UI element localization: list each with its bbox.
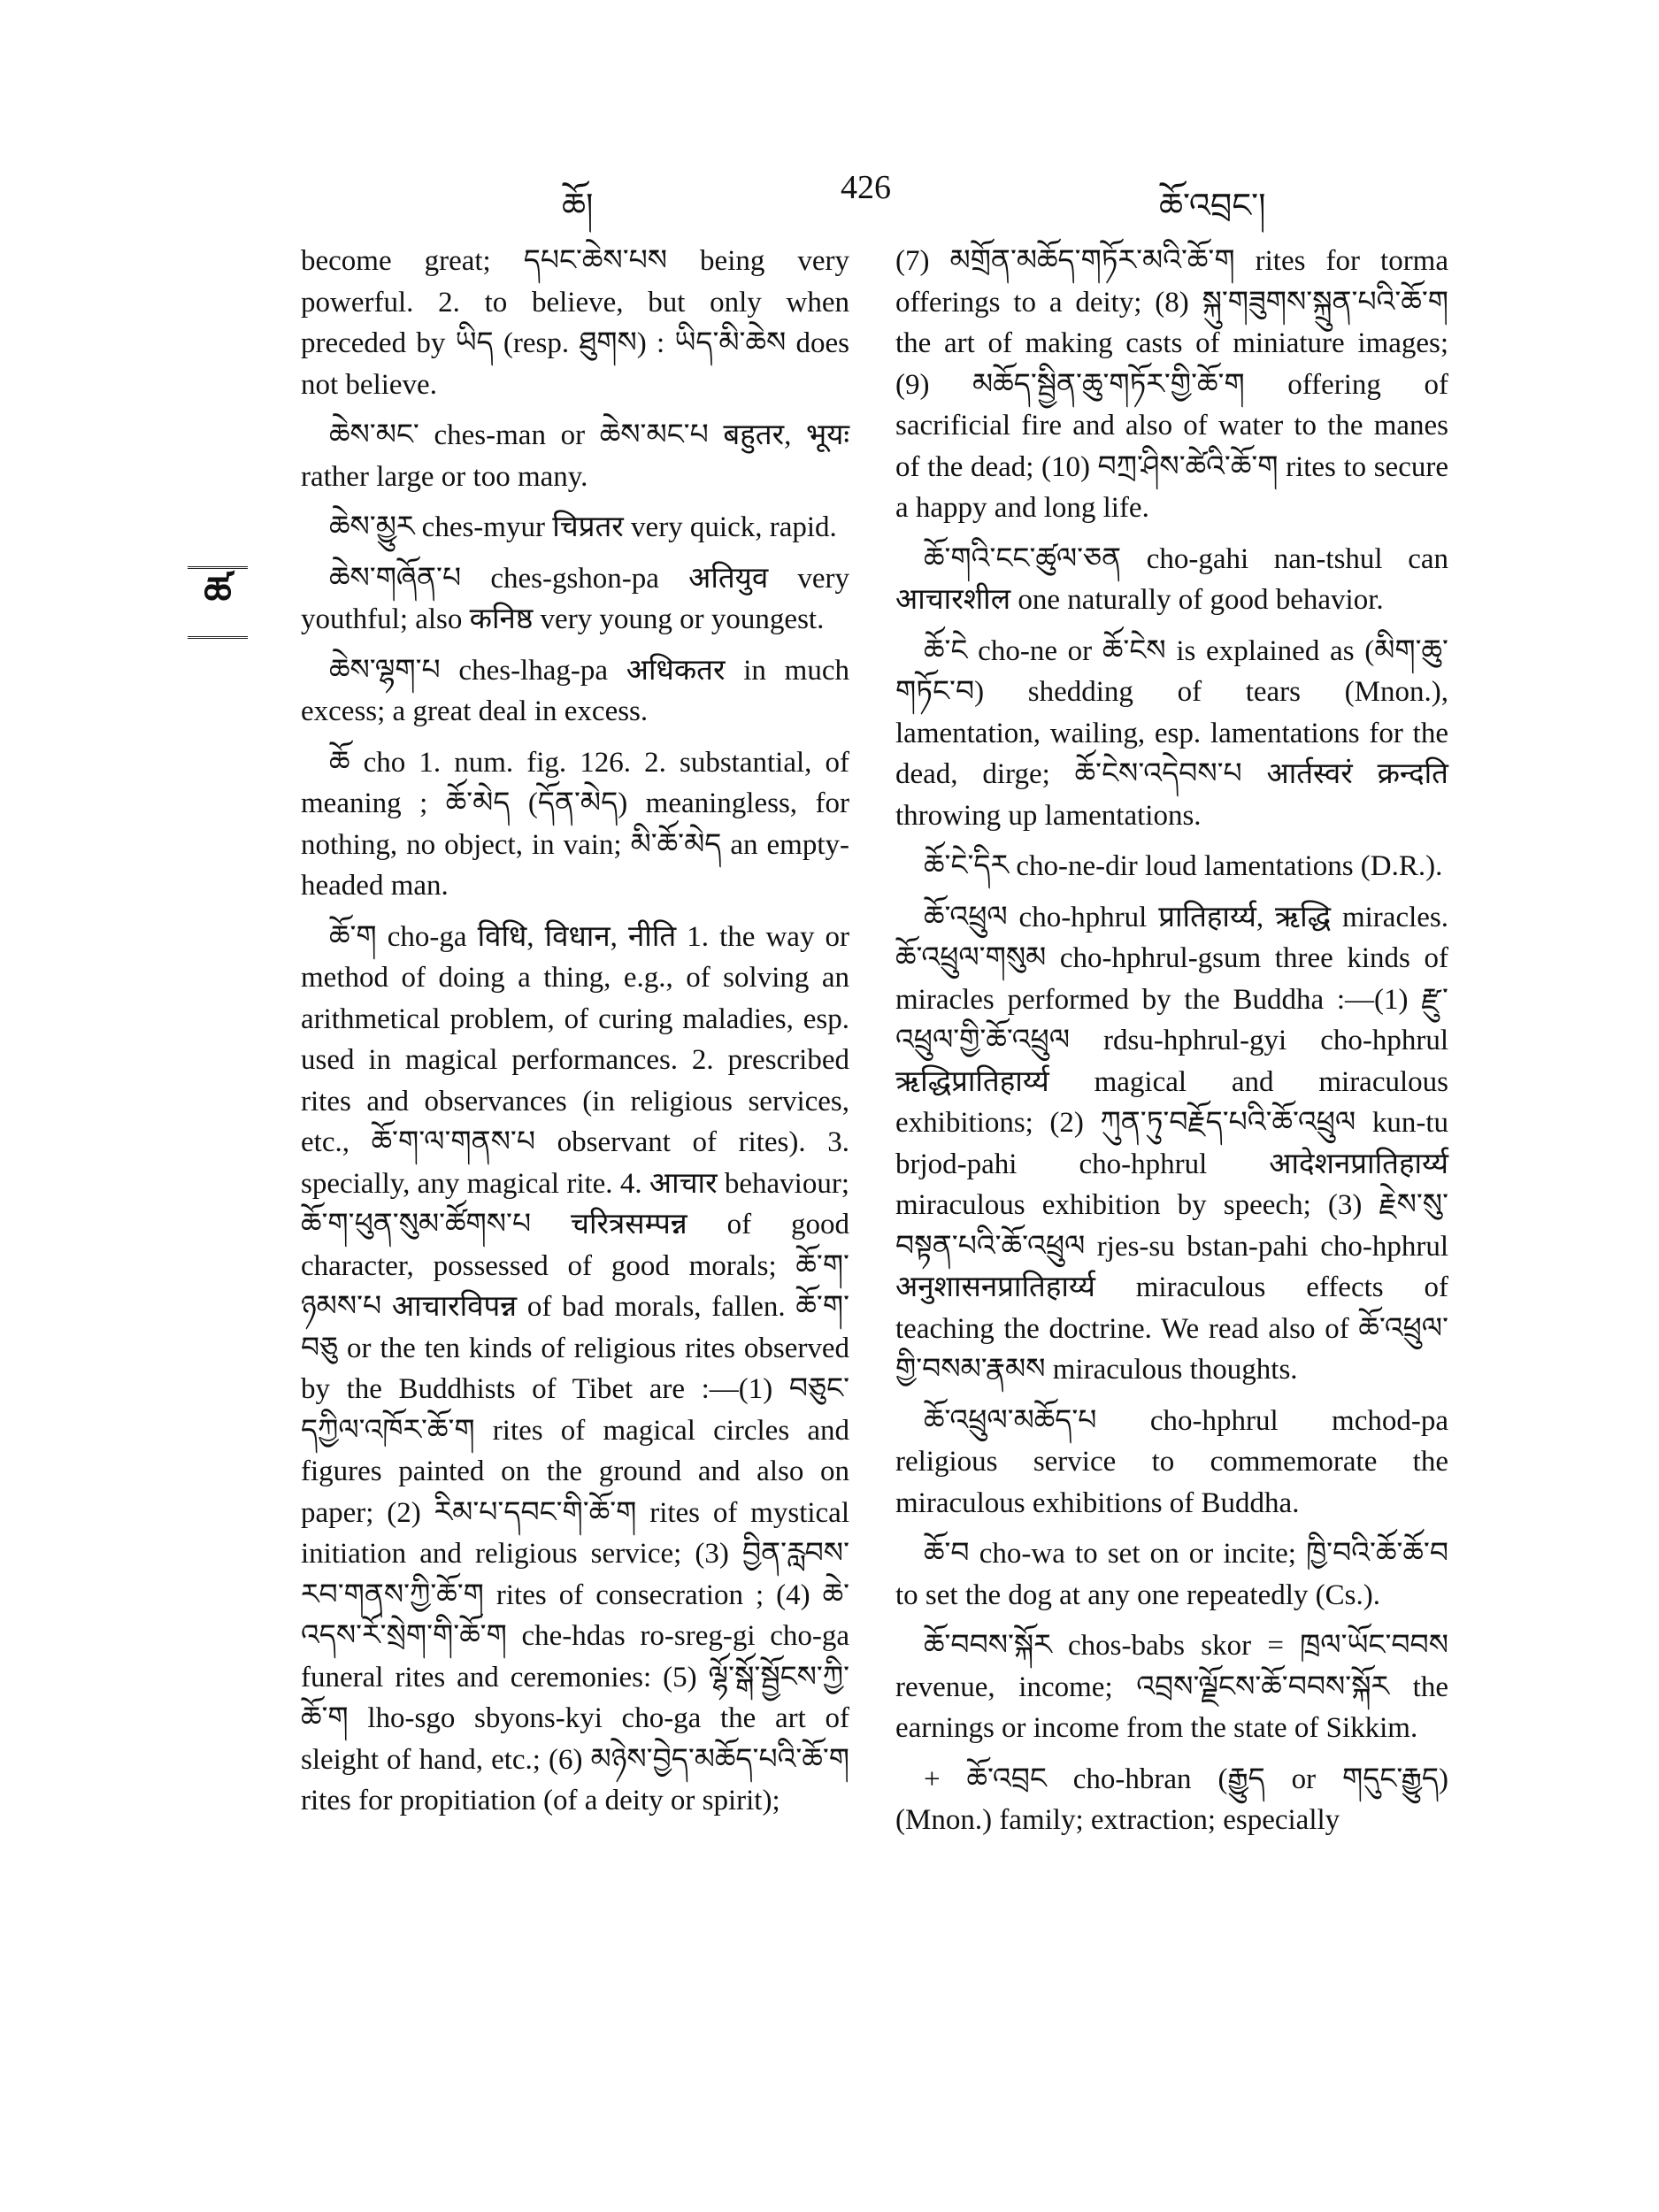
page-number: 426 [841, 169, 891, 206]
entry-text: ཆོ་འཕྲུལ་མཆོད་པ cho-hphrul mchod-pa religious service to commemorate the miraculous exhibitions of Buddha. [895, 1404, 1448, 1519]
entry-text: ཆོ cho 1. num. fig. 126. 2. substantial, of meaning ; ཆོ་མེད (དོན་མེད) meaningless, for nothing, no object, in vain; མི་ཆོ་མེད an empty-headed man. [301, 746, 849, 902]
left-column [301, 241, 849, 1832]
entry-text: (7) མགྲོན་མཆོད་གཏོར་མའི་ཆོ་ག rites for torma offerings to a deity; (8) སྐུ་གཟུགས་སྐྲུན་པའི་ཆོ་ག the art of making casts of miniature images; (9) མཆོད་སྦྱིན་ཆུ་གཏོར་གྱི་ཆོ་ག offering of sacrificial fire and also of water to the manes of the dead; (10) བཀྲ་ཤིས་ཚེའི་ཆོ་ག rites to secure a happy and long life. [895, 245, 1448, 524]
entry-text: ཆོ་ངེ cho-ne or ཆོ་ངེས is explained as (མིག་ཆུ་གཏོང་བ) shedding of tears (Mnon.), lamentation, wailing, esp. lamentations for the dead, dirge; ཆོ་ངེས་འདེབས་པ आर्तस्वरं क्रन्दति throwing up lamentations. [895, 634, 1448, 832]
entry-text: ཆེས་ལྷག་པ ches-lhag-pa अधिकतर in much excess; a great deal in excess. [301, 654, 849, 727]
entry-text: become great; དཔང་ཆེས་པས being very powerful. 2. to believe, but only when preceded by ཡིད (resp. ཐུགས) : ཡིད་མི་ཆེས does not believe. [301, 245, 849, 401]
entry-text: ཆོ་ངེ་དིར cho-ne-dir loud lamentations (D.R.). [924, 850, 1443, 882]
running-head-right: ཆོ་འབྲང་། [1159, 188, 1266, 225]
margin-letter: ཚ [204, 570, 232, 613]
entry-text: ཆེས་གཞོན་པ ches-gshon-pa अतियुव very youthful; also कनिष्ठ very young or youngest. [301, 562, 849, 635]
running-head-left: ཆོ། [562, 188, 594, 225]
page-header [0, 168, 1659, 225]
entry-text: ཆོ་བབས་སྐོར chos-babs skor = ཁྲལ་ཡོང་བབས revenue, income; འབྲས་ལྗོངས་ཆོ་བབས་སྐོར the earnings or income from the state of Sikkim. [895, 1630, 1448, 1744]
entry-text: + ཆོ་འབྲང cho-hbran (རྒྱུད or གདུང་རྒྱུད) (Mnon.) family; extraction; especially [895, 1763, 1448, 1836]
right-column [895, 241, 1448, 1851]
entry-text: ཆོ་བ cho-wa to set on or incite; ཁྱི་བའི་ཆོ་ཆོ་བ to set the dog at any one repeatedly (Cs.). [895, 1538, 1448, 1611]
entry-text: ཆོ་ག cho-ga विधि, विधान, नीति 1. the way or method of doing a thing, e.g., of solving an arithmetical problem, of curing maladies, esp. used in magical performances. 2. prescribed rites and observances (in religious services, etc., ཆོ་ག་ལ་གནས་པ observant of rites). 3. specially, any magical rite. 4. आचार behaviour; ཆོ་ག་ཕུན་སུམ་ཚོགས་པ चरित्रसम्पन्न of good character, possessed of good morals; ཆོ་ག་ཉམས་པ आचारविपन्न of bad morals, fallen. ཆོ་ག་བཅུ or the ten kinds of religious rites observed by the Buddhists of Tibet are :—(1) བཅུང་དཀྱིལ་འཁོར་ཆོ་ག rites of magical circles and figures painted on the ground and also on paper; (2) རིམ་པ་དབང་གི་ཆོ་ག rites of mystical initiation and religious service; (3) བྱིན་རླབས་རབ་གནས་ཀྱི་ཆོ་ག rites of consecration ; (4) ཆེ་འདས་རོ་སྲེག་གི་ཆོ་ག che-hdas ro-sreg-gi cho-ga funeral rites and ceremonies: (5) ལྷོ་སྒོ་སྦྱོངས་ཀྱི་ཆོ་ག lho-sgo sbyons-kyi cho-ga the art of sleight of hand, etc.; (6) མཉེས་བྱེད་མཆོད་པའི་ཆོ་ག rites for propitiation (of a deity or spirit); [301, 920, 849, 1816]
margin-letter-marker [188, 566, 248, 639]
entry-text: ཆེས་མྱུར ches-myur चिप्रतर very quick, rapid. [329, 511, 837, 543]
entry-text: ཆེས་མང་ ches-man or ཆེས་མང་པ बहुतर, भूयः rather large or too many. [301, 419, 849, 493]
entry-text: ཆོ་འཕྲུལ cho-hphrul प्रातिहार्य्य, ऋद्धि miracles. ཆོ་འཕྲུལ་གསུམ cho-hphrul-gsum three kinds of miracles performed by the Buddha :—(1) རྫུ་འཕྲུལ་གྱི་ཆོ་འཕྲུལ rdsu-hphrul-gyi cho-hphrul ऋद्धिप्रातिहार्य्य magical and miraculous exhibitions; (2) ཀུན་ཏུ་བརྗོད་པའི་ཆོ་འཕྲུལ kun-tu brjod-pahi cho-hphrul आदेशनप्रातिहार्य्य miraculous exhibition by speech; (3) རྗེས་སུ་བསྟན་པའི་ཆོ་འཕྲུལ rjes-su bstan-pahi cho-hphrul अनुशासनप्रातिहार्य्य miraculous effects of teaching the doctrine. We read also of ཆོ་འཕྲུལ་གྱི་བསམ་རྣམས miraculous thoughts. [895, 901, 1448, 1386]
entry-text: ཆོ་གའི་ངང་ཚུལ་ཅན cho-gahi nan-tshul can आचारशील one naturally of good behavior. [895, 542, 1448, 616]
